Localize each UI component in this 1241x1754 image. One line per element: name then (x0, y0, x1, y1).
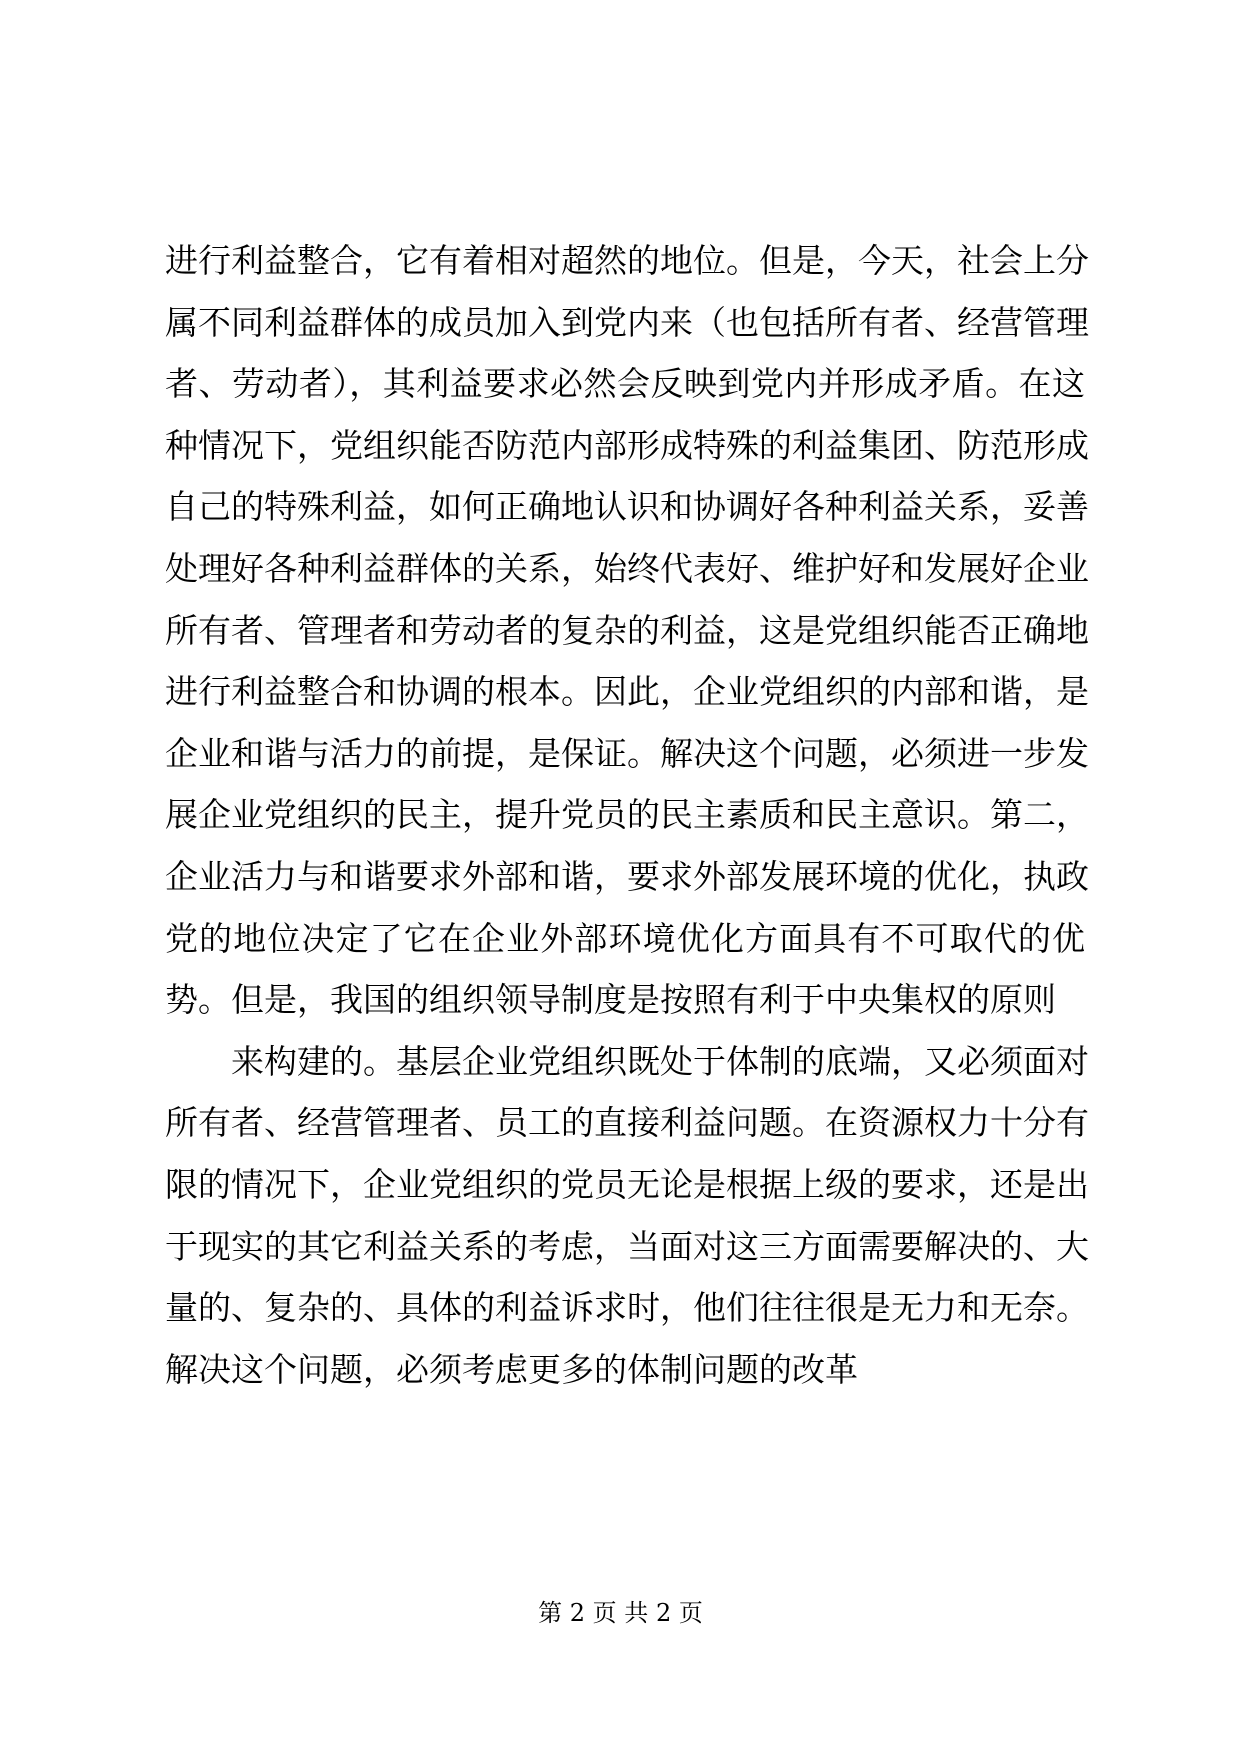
text-line: 种情况下，党组织能否防范内部形成特殊的利益集团、防范形成 (165, 425, 1089, 465)
text-line: 自己的特殊利益，如何正确地认识和协调好各种利益关系，妥善 (165, 487, 1089, 527)
text-line: 进行利益整合，它有着相对超然的地位。但是，今天，社会上分 (165, 241, 1089, 280)
body-text (165, 230, 1089, 1400)
text-line: 展企业党组织的民主，提升党员的民主素质和民主意识。第二， (165, 795, 1089, 835)
text-line: 属不同利益群体的成员加入到党内来（也包括所有者、经营管理 (165, 302, 1089, 342)
text-line: 处理好各种利益群体的关系，始终代表好、维护好和发展好企业 (165, 548, 1089, 588)
text-line: 量的、复杂的、具体的利益诉求时，他们往往很是无力和无奈。 (165, 1288, 1089, 1328)
text-line: 党的地位决定了它在企业外部环境优化方面具有不可取代的优 (165, 918, 1085, 958)
text-line: 进行利益整合和协调的根本。因此，企业党组织的内部和谐，是 (165, 672, 1089, 712)
text-line: 所有者、经营管理者、员工的直接利益问题。在资源权力十分有 (165, 1103, 1089, 1143)
text-line: 限的情况下，企业党组织的党员无论是根据上级的要求，还是出 (165, 1164, 1089, 1204)
text-line: 解决这个问题，必须考虑更多的体制问题的改革 (165, 1349, 858, 1389)
page-number-footer: 第 2 页 共 2 页 (538, 1599, 703, 1627)
text-line: 所有者、管理者和劳动者的复杂的利益，这是党组织能否正确地 (165, 610, 1089, 650)
text-line: 企业活力与和谐要求外部和谐，要求外部发展环境的优化，执政 (165, 856, 1089, 896)
text-line: 企业和谐与活力的前提，是保证。解决这个问题，必须进一步发 (165, 733, 1089, 773)
text-line: 于现实的其它利益关系的考虑，当面对这三方面需要解决的、大 (165, 1226, 1089, 1266)
text-line: 者、劳动者），其利益要求必然会反映到党内并形成矛盾。在这 (165, 364, 1085, 404)
paragraph-start-line: 来构建的。基层企业党组织既处于体制的底端，又必须面对 (231, 1041, 1089, 1081)
text-line: 势。但是，我国的组织领导制度是按照有利于中央集权的原则 (165, 980, 1056, 1020)
